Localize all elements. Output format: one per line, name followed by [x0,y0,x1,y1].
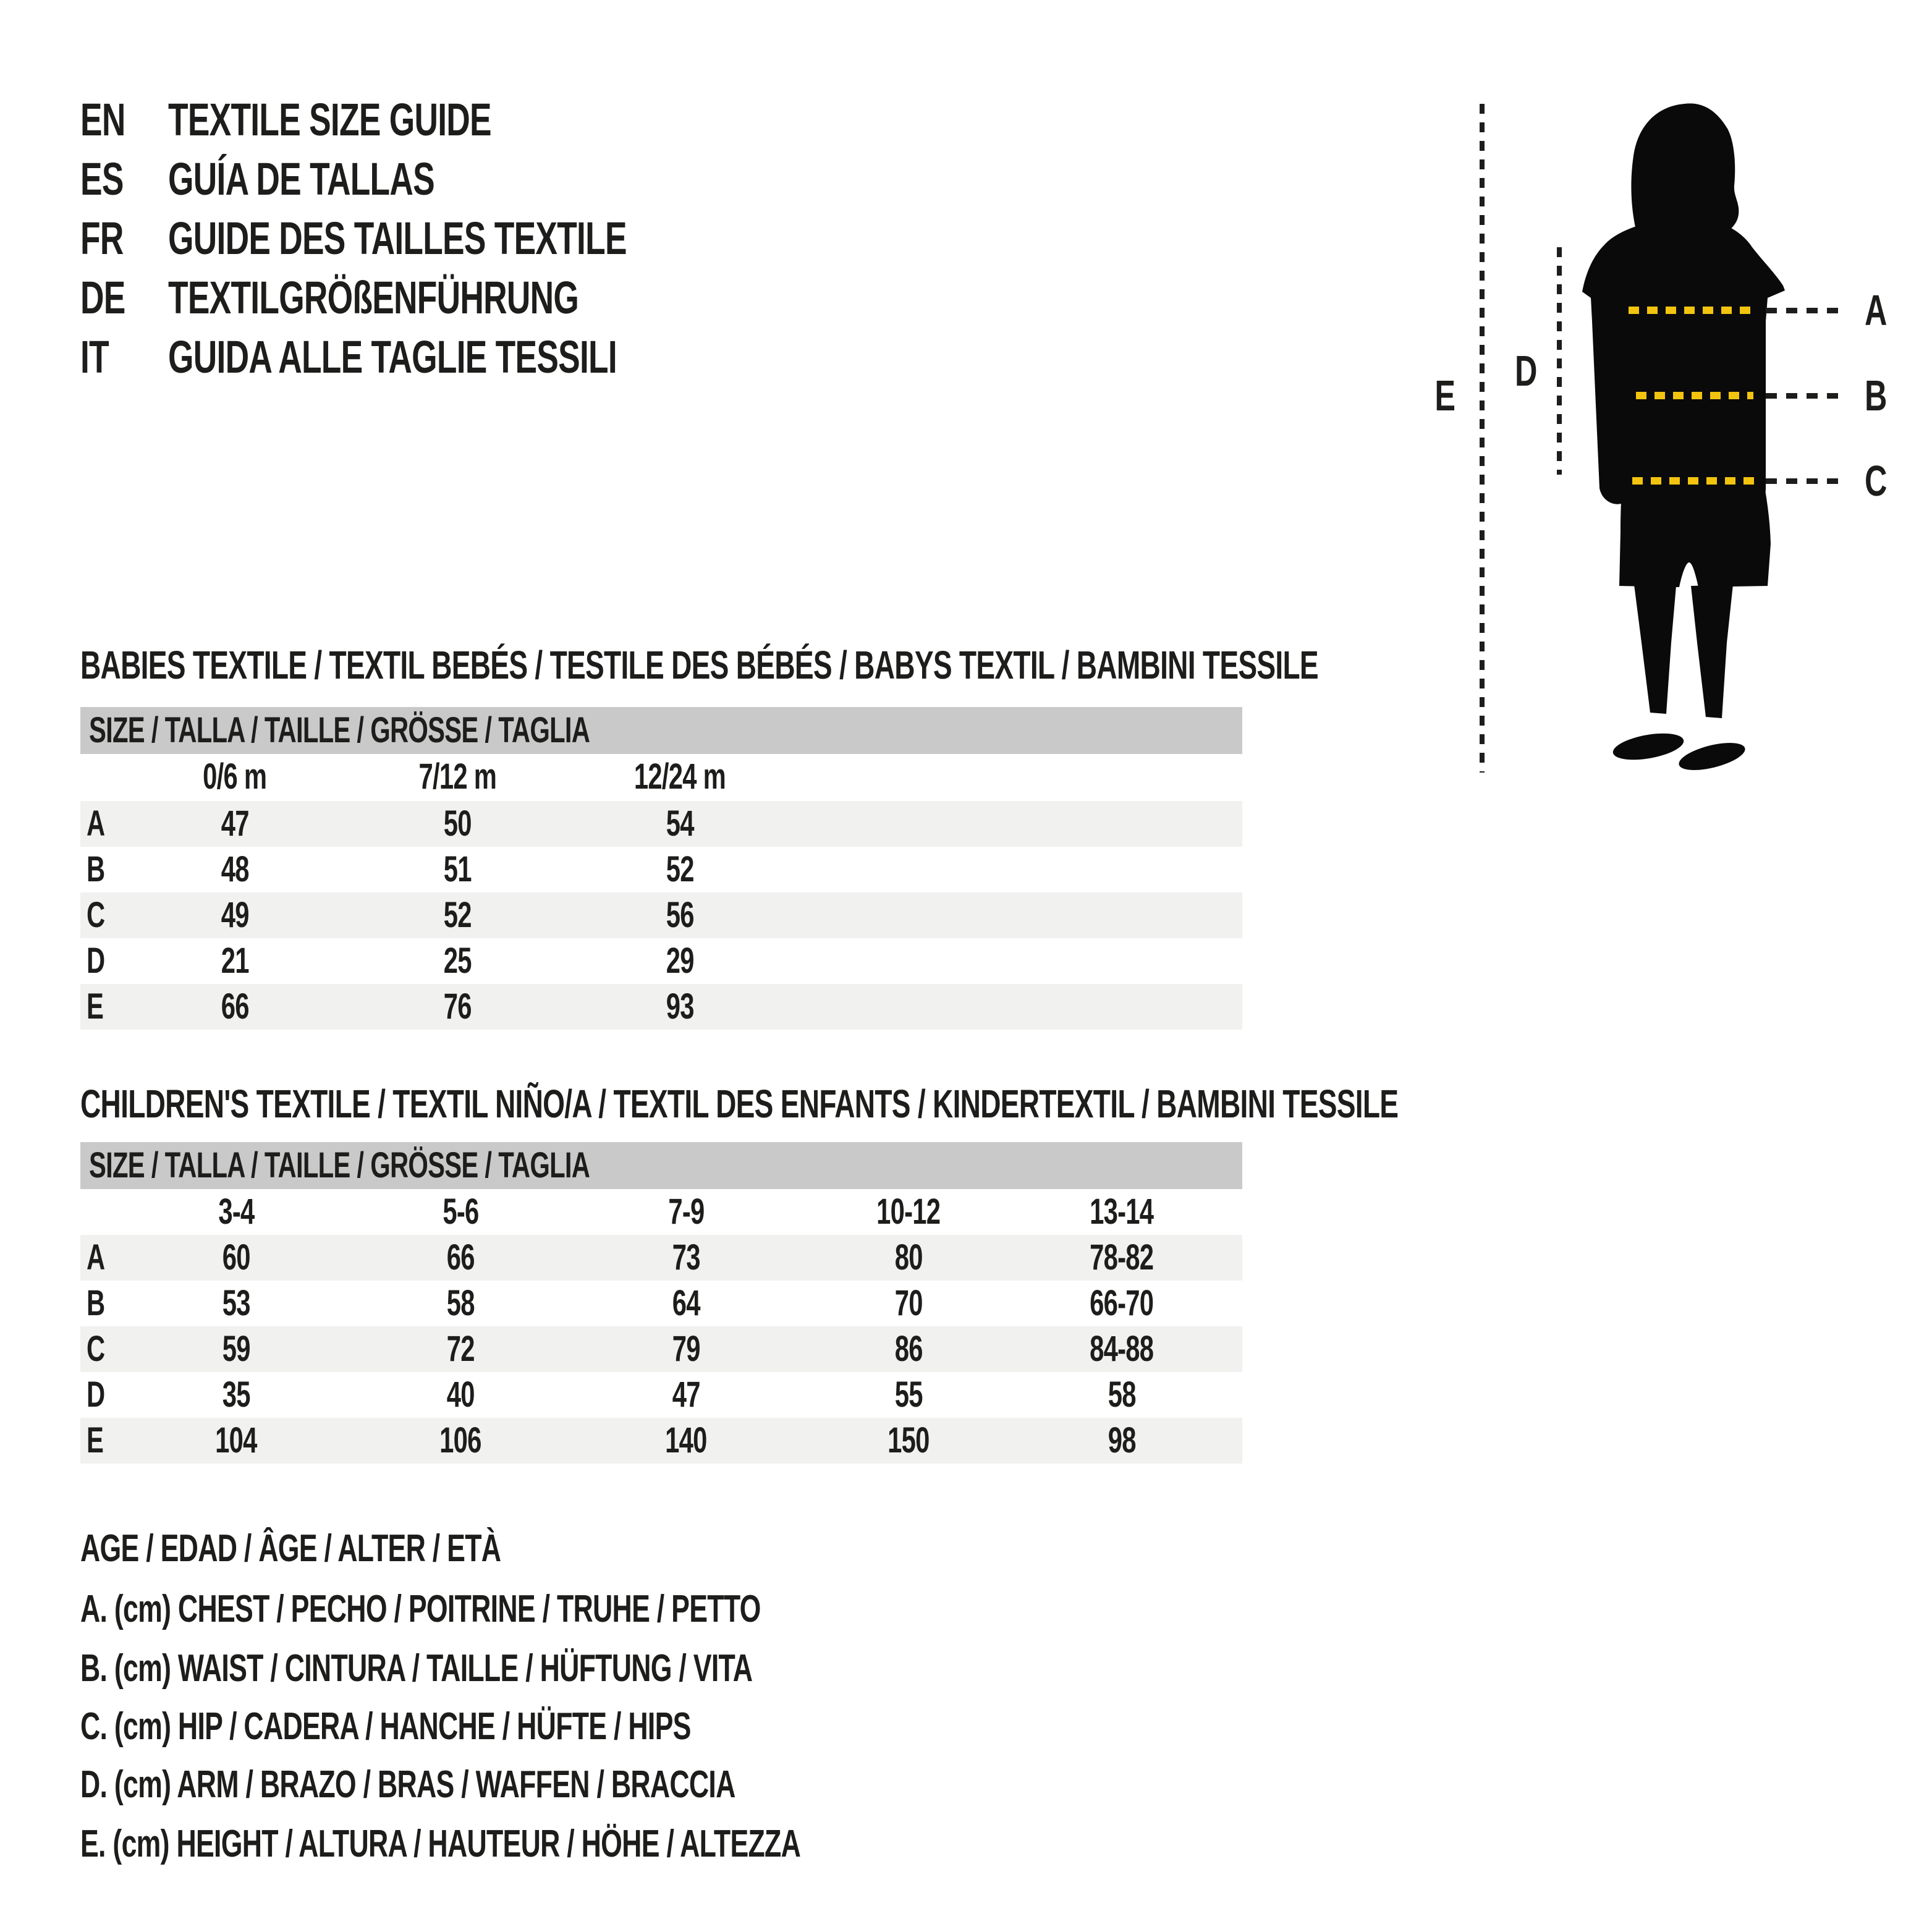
children-row-c: C 59 72 79 86 84-88 [80,1326,1242,1372]
children-b-value-5: 66-70 [1090,1283,1154,1323]
children-c-value-3: 79 [672,1329,700,1369]
lang-code-fr: FR [80,213,124,264]
babies-c-value-2: 52 [443,895,472,935]
lang-title-it: GUIDA ALLE TAGLIE TESSILI [168,331,617,383]
children-e-value-3: 140 [665,1420,707,1460]
babies-e-value-2: 76 [443,986,472,1027]
children-row-a: A 60 66 73 80 78-82 [80,1235,1242,1281]
babies-col-0-6m: 0/6 m [203,756,267,797]
babies-d-value-1: 21 [221,941,249,981]
figure-label-a: A [1865,286,1887,334]
legend-height: E. (cm) HEIGHT / ALTURA / HAUTEUR / HÖHE / ALTEZZA [80,1823,801,1865]
silhouette-torso-arms [1582,220,1785,504]
lang-title-de: TEXTILGRÖßENFÜHRUNG [168,272,579,323]
children-col-5-6: 5-6 [442,1192,479,1232]
children-e-value-2: 106 [439,1420,481,1460]
silhouette-left-foot [1611,729,1686,765]
children-size-header-bar [80,1142,1242,1189]
babies-e-value-1: 66 [221,986,249,1027]
children-a-value-1: 60 [222,1237,250,1277]
children-b-value-2: 58 [446,1283,475,1323]
babies-size-header-text: SIZE / TALLA / TAILLE / GRÖSSE / TAGLIA [89,710,590,750]
lang-code-it: IT [80,331,109,383]
babies-a-value-2: 50 [443,803,472,844]
children-col-7-9: 7-9 [667,1192,705,1232]
children-d-value-2: 40 [446,1375,475,1415]
children-e-value-1: 104 [215,1420,257,1460]
figure-label-e: E [1434,371,1455,420]
chest-measure-line-a-dark [1766,308,1845,313]
children-col-10-12: 10-12 [876,1192,941,1232]
babies-c-value-3: 56 [666,895,694,935]
children-c-value-1: 59 [222,1329,250,1369]
lang-title-fr: GUIDE DES TAILLES TEXTILE [168,213,627,264]
babies-size-header-bar [80,707,1242,754]
children-c-value-4: 86 [894,1329,923,1369]
legend-age: AGE / EDAD / ÂGE / ALTER / ETÀ [80,1527,501,1570]
children-col-3-4: 3-4 [218,1192,255,1232]
children-a-value-4: 80 [894,1237,923,1277]
children-e-value-4: 150 [888,1420,930,1460]
silhouette-right-foot [1676,737,1747,776]
children-col-13-14: 13-14 [1090,1192,1154,1232]
children-column-header-row [80,1189,1242,1235]
children-b-value-1: 53 [222,1283,250,1323]
lang-code-es: ES [80,153,124,205]
children-d-value-5: 58 [1108,1375,1136,1415]
babies-b-value-3: 52 [666,849,694,889]
children-b-value-4: 70 [894,1283,923,1323]
silhouette-shorts [1619,470,1771,587]
arm-measure-line-d [1557,247,1562,475]
figure-label-b: B [1865,371,1887,420]
children-section-title: CHILDREN'S TEXTILE / TEXTIL NIÑO/A / TEXTIL DES ENFANTS / KINDERTEXTIL / BAMBINI TESSILE [80,1082,1399,1126]
children-b-value-3: 64 [672,1283,700,1323]
children-row-d: D 35 40 47 55 58 [80,1372,1242,1418]
children-row-e: E 104 106 140 150 98 [80,1418,1242,1464]
chest-measure-line-a-yellow [1629,307,1758,314]
children-row-b: B 53 58 64 70 66-70 [80,1281,1242,1326]
babies-d-value-2: 25 [443,941,472,981]
babies-row-e: E 66 76 93 [80,984,1242,1030]
babies-row-d: D 21 25 29 [80,938,1242,984]
legend-hip: C. (cm) HIP / CADERA / HANCHE / HÜFTE / HIPS [80,1705,691,1748]
lang-title-es: GUÍA DE TALLAS [168,153,434,205]
lang-code-de: DE [80,272,125,323]
babies-col-7-12m: 7/12 m [418,756,496,797]
figure-label-c: C [1865,457,1887,505]
children-c-value-2: 72 [446,1329,475,1369]
legend-arm: D. (cm) ARM / BRAZO / BRAS / WAFFEN / BRACCIA [80,1763,735,1806]
babies-b-value-2: 51 [443,849,472,889]
babies-row-b: B 48 51 52 [80,847,1242,892]
babies-row-c: C 49 52 56 [80,892,1242,938]
children-d-value-1: 35 [222,1375,250,1415]
children-e-value-5: 98 [1108,1420,1136,1460]
children-d-value-3: 47 [672,1375,700,1415]
children-c-value-5: 84-88 [1090,1329,1154,1369]
babies-section-title: BABIES TEXTILE / TEXTIL BEBÉS / TESTILE DES BÉBÉS / BABYS TEXTIL / BAMBINI TESSILE [80,643,1318,687]
babies-e-value-3: 93 [666,986,694,1027]
legend-waist: B. (cm) WAIST / CINTURA / TAILLE / HÜFTUNG / VITA [80,1647,753,1690]
babies-a-value-1: 47 [221,803,249,844]
waist-measure-line-b-dark [1766,393,1845,399]
babies-row-a: A 47 50 54 [80,801,1242,847]
babies-col-12-24m: 12/24 m [633,756,726,797]
children-a-value-3: 73 [672,1237,700,1277]
legend-chest: A. (cm) CHEST / PECHO / POITRINE / TRUHE / PETTO [80,1588,761,1630]
babies-a-value-3: 54 [666,803,694,844]
figure-label-d: D [1515,347,1537,395]
children-size-header-text: SIZE / TALLA / TAILLE / GRÖSSE / TAGLIA [89,1145,590,1185]
lang-title-en: TEXTILE SIZE GUIDE [168,94,491,145]
babies-b-value-1: 48 [221,849,249,889]
children-a-value-2: 66 [446,1237,475,1277]
children-d-value-4: 55 [894,1375,923,1415]
hip-measure-line-c-dark [1766,478,1845,484]
hip-measure-line-c-yellow [1632,477,1757,485]
babies-d-value-3: 29 [666,941,694,981]
lang-code-en: EN [80,94,125,145]
babies-c-value-1: 49 [221,895,249,935]
children-a-value-5: 78-82 [1090,1237,1154,1277]
babies-column-header-row [80,754,1242,800]
waist-measure-line-b-yellow [1636,392,1753,399]
